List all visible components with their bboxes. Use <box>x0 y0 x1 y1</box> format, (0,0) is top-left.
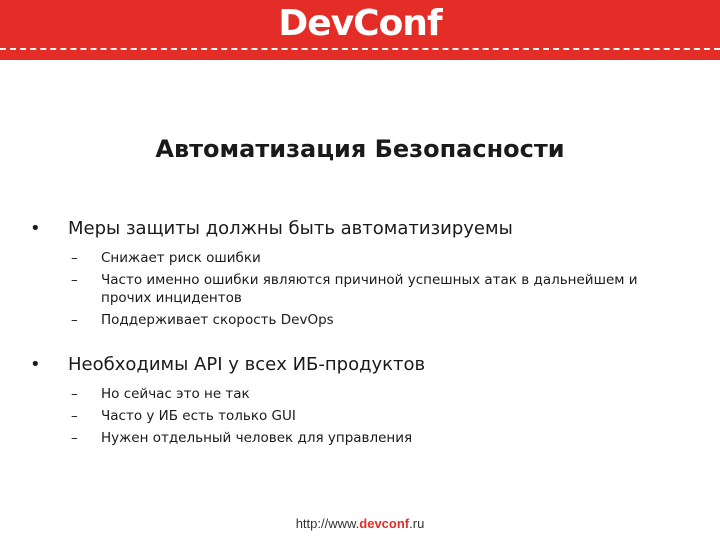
list-item: – Снижает риск ошибки <box>71 250 261 266</box>
header-dashed-line <box>0 48 720 50</box>
list-item: – Поддерживает скорость DevOps <box>71 312 334 328</box>
spacer <box>28 333 688 351</box>
bullet-2 <box>28 351 688 379</box>
header-bar <box>0 0 720 60</box>
list-item: – Нужен отдельный человек для управления <box>71 430 413 446</box>
list-item: – Но сейчас это не так <box>71 386 250 402</box>
bullet-marker: • <box>30 354 41 375</box>
bullet-1-subitems <box>28 249 688 329</box>
bullet-2-subitems <box>28 385 688 447</box>
list-item: – Часто именно ошибки являются причиной успешных атак в дальнейшем и прочих инцидентов <box>71 272 638 306</box>
bullet-1 <box>28 215 688 243</box>
footer-url[interactable]: http://www.devconf.ru <box>295 516 425 531</box>
devconf-logo: DevConf <box>278 3 442 44</box>
slide-title: Автоматизация Безопасности <box>155 135 565 163</box>
list-item: – Часто у ИБ есть только GUI <box>71 408 296 424</box>
bullet-marker: • <box>30 218 41 239</box>
bullet-2-text: Необходимы API у всех ИБ-продуктов <box>68 354 426 375</box>
slide-content <box>28 215 688 451</box>
bullet-1-text: Меры защиты должны быть автоматизируемы <box>68 218 513 239</box>
